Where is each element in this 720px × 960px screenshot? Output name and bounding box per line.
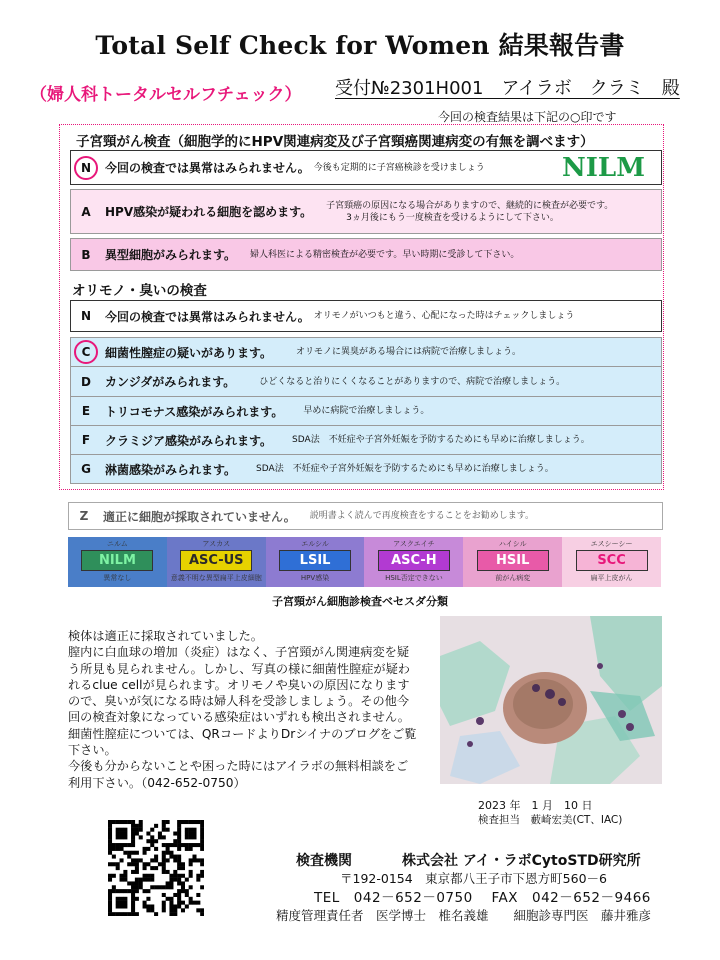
receipt-number: 受付№2301H001 アイラボ クラミ 殿 <box>335 78 680 99</box>
bethesda-desc: 意義不明な異型扁平上皮細胞 <box>170 574 262 582</box>
selected-circle-mark <box>74 340 98 364</box>
row-code: N <box>80 309 92 323</box>
row-sub-text: オリモノに異臭がある場合には病院で治療しましょう。 <box>296 347 521 357</box>
bethesda-cell-lsil <box>266 537 365 587</box>
row-sub-line-2: 3ヵ月後にもう一度検査を受けるようにして下さい。 <box>346 212 559 223</box>
bethesda-cell-asc-us <box>167 537 266 587</box>
org-phone-fax: TEL 042－652－0750 FAX 042－652－9466 <box>314 890 651 906</box>
row-main-text: 今回の検査では異常はみられません。 <box>105 309 310 324</box>
row-sub-text: オリモノがいつもと違う、心配になった時はチェックしましょう <box>313 311 575 321</box>
row-code: B <box>81 247 91 262</box>
result-row-cervical-n <box>70 150 662 185</box>
row-sub-text <box>326 200 613 224</box>
result-note: 今回の検査結果は下記の○印です <box>438 110 617 124</box>
org-name: 株式会社 アイ・ラボCytoSTD研究所 <box>402 853 641 869</box>
row-sub-text: SDA法 不妊症や子宮外妊娠を予防するためにも早めに治療しましょう。 <box>256 464 554 474</box>
nilm-result-label: NILM <box>562 152 645 183</box>
bethesda-cell-asc-h <box>364 537 463 587</box>
result-row-cervical-a <box>70 189 662 234</box>
row-sub-text: 今後も定期的に子宮癌検診を受けましょう <box>313 162 485 173</box>
row-sub-text: SDA法 不妊症や子宮外妊娠を予防するためにも早めに治療しましょう。 <box>292 435 590 445</box>
result-row-z <box>68 502 663 530</box>
bethesda-kana: エルシル <box>301 540 329 548</box>
bethesda-kana: アスカス <box>202 540 231 548</box>
bethesda-desc: HPV感染 <box>300 574 330 582</box>
bethesda-cell-hsil <box>463 537 562 587</box>
row-code: A <box>81 204 91 219</box>
bethesda-desc: 前がん病変 <box>495 574 531 582</box>
report-subtitle: （婦人科トータルセルフチェック） <box>30 85 302 105</box>
result-row-discharge-n <box>70 300 662 332</box>
bethesda-badge: ASC-H <box>378 550 450 571</box>
bethesda-badge: ASC-US <box>180 550 252 571</box>
row-main-text: 細菌性膣症の疑いがあります。 <box>105 345 273 360</box>
bethesda-kana: ハイシル <box>498 540 527 548</box>
row-sub-text: 早めに病院で治療しましょう。 <box>303 406 430 416</box>
quality-manager: 精度管理責任者 医学博士 椎名義雄 細胞診専門医 藤井雅彦 <box>276 908 652 923</box>
commentary-line-1: 検体は適正に採取されていました。 <box>68 629 263 643</box>
row-code: E <box>81 404 91 418</box>
result-row-cervical-b <box>70 238 662 271</box>
bethesda-desc: 異常なし <box>103 574 132 582</box>
row-sub-line-1: 子宮頸癌の原因になる場合がありますので、継続的に検査が必要です。 <box>326 200 614 211</box>
row-code: F <box>81 433 91 447</box>
commentary-line-3: 今後も分からないことや困った時にはアイラボの無料相談をご利用下さい。（042-652-0750） <box>68 759 409 790</box>
result-row-discharge-c <box>70 337 662 367</box>
row-main-text: カンジダがみられます。 <box>105 375 236 389</box>
bethesda-caption: 子宮頸がん細胞診検査ベセスダ分類 <box>272 595 448 608</box>
clue-cell-photo <box>440 616 662 784</box>
row-sub-text: 婦人科医による精密検査が必要です。早い時期に受診して下さい。 <box>250 249 520 260</box>
bethesda-badge: LSIL <box>279 550 351 571</box>
report-title: Total Self Check for Women 結果報告書 <box>95 31 625 60</box>
row-main-text: 淋菌感染がみられます。 <box>105 462 237 477</box>
bethesda-kana: アスクエイチ <box>393 540 435 548</box>
row-code: N <box>80 160 92 175</box>
result-row-discharge-d <box>70 367 662 397</box>
result-row-discharge-g <box>70 455 662 484</box>
row-code: Z <box>79 509 89 523</box>
row-code: C <box>81 345 91 359</box>
row-code: G <box>81 462 91 476</box>
lab-staff: 検査担当 藪崎宏美(CT、IAC) <box>478 814 623 826</box>
report-date: 2023 年 1 月 10 日 <box>478 799 593 812</box>
bethesda-cell-nilm <box>68 537 167 587</box>
qr-code[interactable] <box>108 820 204 916</box>
bethesda-badge: HSIL <box>477 550 549 571</box>
row-main-text: 今回の検査では異常はみられません。 <box>105 161 310 175</box>
discharge-heading: オリモノ・臭いの検査 <box>72 283 207 299</box>
bethesda-badge: SCC <box>576 550 648 571</box>
cervical-heading: 子宮頸がん検査（細胞学的にHPV関連病変及び子宮頸癌関連病変の有無を調べます） <box>76 134 594 150</box>
org-label: 検査機関 <box>296 853 352 869</box>
row-sub-text: 説明書よく読んで再度検査をすることをお勧めします。 <box>309 511 535 521</box>
commentary <box>68 628 418 791</box>
bethesda-desc: 扁平上皮がん <box>590 574 633 582</box>
result-row-discharge-f <box>70 426 662 455</box>
selected-circle-mark <box>74 156 98 180</box>
bethesda-kana: ニルム <box>107 540 128 548</box>
row-main-text: トリコモナス感染がみられます。 <box>105 404 284 419</box>
result-row-discharge-e <box>70 397 662 426</box>
commentary-line-2: 膣内に白血球の増加（炎症）はなく、子宮頸がん関連病変を疑う所見も見られません。しかし、写真の様に細菌性膣症が疑われるclue cellが見られます。オリモノや臭いの原因になりますので、臭いが気になる時は婦人科を受診しましょう。その他今回の検査対象になっている感染症はいずれも検出されません。細菌性膣症については、QRコードよりDrシイナのブログをご覧下さい。 <box>68 645 417 758</box>
row-main-text: 適正に細胞が採取されていません。 <box>103 509 296 524</box>
bethesda-cell-scc <box>562 537 661 587</box>
bethesda-desc: HSIL否定できない <box>385 574 443 582</box>
row-main-text: HPV感染が疑われる細胞を認めます。 <box>105 205 313 219</box>
org-address: 〒192-0154 東京都八王子市下恩方町560－6 <box>340 871 607 886</box>
row-code: D <box>81 374 91 389</box>
bethesda-kana: エスシーシー <box>590 540 633 548</box>
bethesda-scale <box>68 537 661 587</box>
row-main-text: クラミジア感染がみられます。 <box>105 433 273 448</box>
row-sub-text: ひどくなると治りにくくなることがありますので、病院で治療しましょう。 <box>259 376 566 387</box>
row-main-text: 異型細胞がみられます。 <box>105 248 237 262</box>
bethesda-badge: NILM <box>81 550 153 571</box>
